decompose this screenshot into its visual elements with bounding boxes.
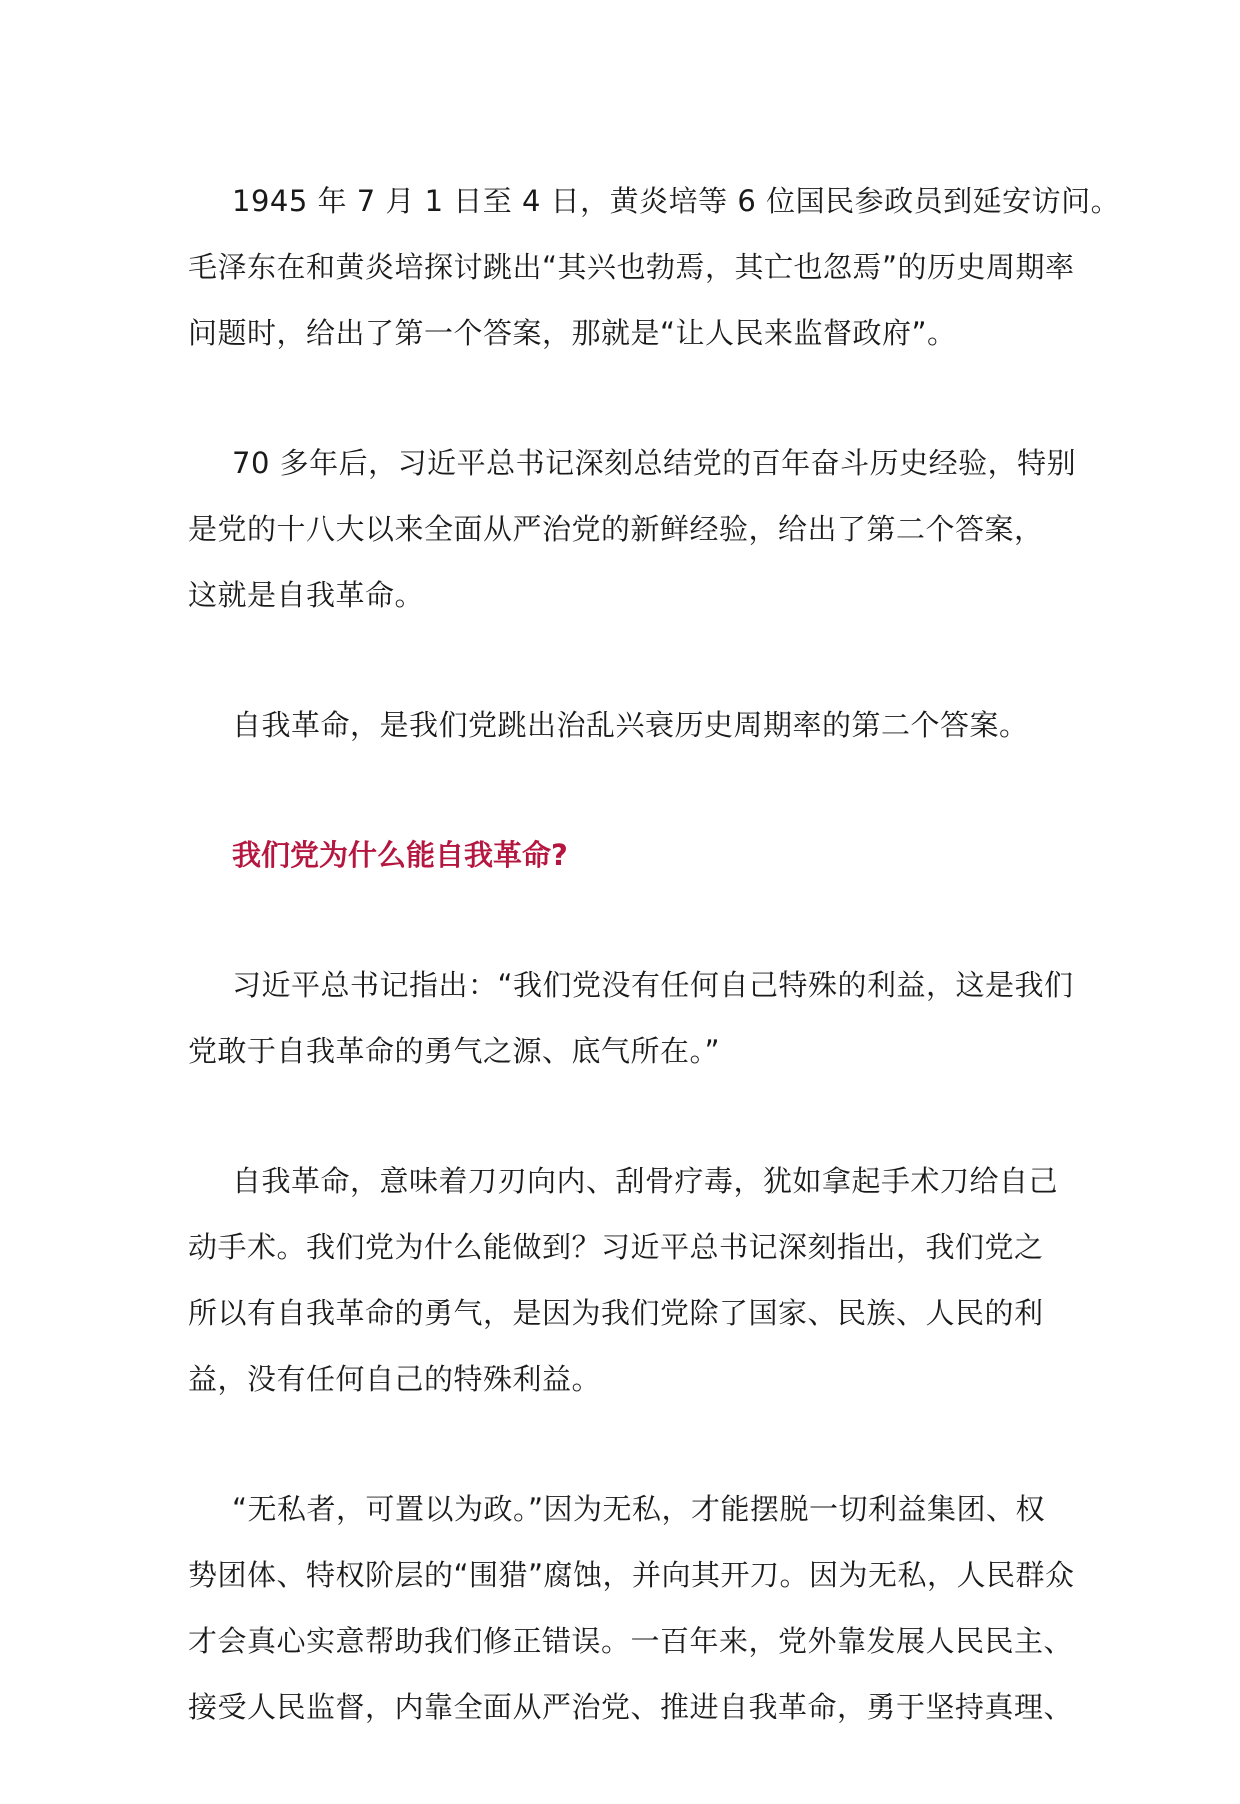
section-heading-text: 我们党为什么能自我革命? <box>232 838 568 872</box>
paragraph-line: 自我革命，是我们党跳出治乱兴衰历史周期率的第二个答案。 <box>232 708 1029 742</box>
paragraph-line: 所以有自我革命的勇气，是因为我们党除了国家、民族、人民的利 <box>188 1296 1044 1330</box>
paragraph-line: 势团体、特权阶层的“围猎”腐蚀，并向其开刀。因为无私，人民群众 <box>188 1558 1075 1592</box>
paragraph-line: 毛泽东在和黄炎培探讨跳出“其兴也勃焉，其亡也忽焉”的历史周期率 <box>188 250 1075 284</box>
section-heading <box>188 822 1068 888</box>
paragraph-line: 这就是自我革命。 <box>188 578 425 612</box>
paragraph-line: 接受人民监督，内靠全面从严治党、推进自我革命，勇于坚持真理、 <box>188 1690 1074 1724</box>
paragraph-line: 70 多年后，习近平总书记深刻总结党的百年奋斗历史经验，特别 <box>232 446 1077 480</box>
paragraph-line: 问题时，给出了第一个答案，那就是“让人民来监督政府”。 <box>188 316 957 350</box>
paragraph-6 <box>188 1476 1075 1740</box>
paragraph-2 <box>188 430 1077 628</box>
paragraph-line: 习近平总书记指出：“我们党没有任何自己特殊的利益，这是我们 <box>232 968 1074 1002</box>
paragraph-4 <box>188 952 1074 1084</box>
paragraph-line: 自我革命，意味着刀刃向内、刮骨疗毒，犹如拿起手术刀给自己 <box>232 1164 1059 1198</box>
paragraph-line: 动手术。我们党为什么能做到？习近平总书记深刻指出，我们党之 <box>188 1230 1044 1264</box>
paragraph-1 <box>188 168 1121 366</box>
article-body <box>188 168 1121 1804</box>
paragraph-line: 益，没有任何自己的特殊利益。 <box>188 1362 602 1396</box>
paragraph-5 <box>188 1148 1068 1412</box>
paragraph-line: “无私者，可置以为政。”因为无私，才能摆脱一切利益集团、权 <box>232 1492 1046 1526</box>
paragraph-3 <box>188 692 1068 758</box>
paragraph-line: 1945 年 7 月 1 日至 4 日，黄炎培等 6 位国民参政员到延安访问。 <box>232 184 1121 218</box>
paragraph-line: 是党的十八大以来全面从严治党的新鲜经验，给出了第二个答案， <box>188 512 1044 546</box>
paragraph-line: 党敢于自我革命的勇气之源、底气所在。” <box>188 1034 721 1068</box>
paragraph-line: 才会真心实意帮助我们修正错误。一百年来，党外靠发展人民民主、 <box>188 1624 1074 1658</box>
